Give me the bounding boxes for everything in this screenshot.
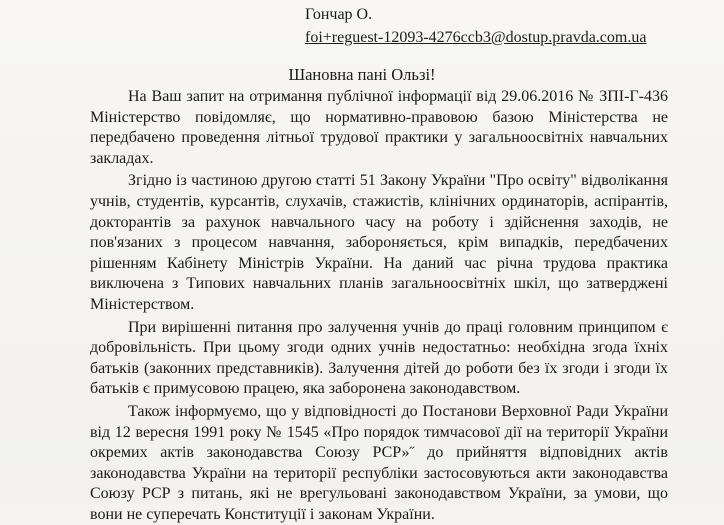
- paragraph-law-article: Згідно із частиною другою статті 51 Закону України "Про освіту" відволікання учнів, студентів, курсантів, слухачів, стажистів, клінічних ординаторів, аспірантів, докторантів за рахунок навчального часу на роботу і здійснення заходів, не пов'язаних з процесом навчання, забороняється, крім випадків, передбачених рішенням Кабінету Міністрів України. На даний час річна трудова практика виключена з Типових навчальних планів загальноосвітніх шкіл, що затверджені Міністерством.: [90, 172, 668, 313]
- salutation: Шановна пані Ользі!: [288, 65, 436, 84]
- recipient-email: foi+reguest-12093-4276ccb3@dostup.pravda.com.ua: [305, 29, 647, 46]
- resolution-text-continued: до прийняття відповідних актів законодавства України на території республіки застосовуються акти законодавства Союзу РСР з питань, які не врегульовані законодавством України, за умови, що вони не суперечать Конституції і законам України.: [90, 444, 668, 523]
- paragraph-request-reply: На Ваш запит на отримання публічної інформації від 29.06.2016 № ЗПІ-Г-436 Міністерство повідомляє, що нормативно-правовою базою Міністерства не передбачено проведення літньої трудової практики у загальноосвітніх навчальних закладах.: [90, 88, 668, 167]
- paragraph-resolution: [90, 402, 668, 525]
- paragraph-voluntary-principle: При вирішенні питання про залучення учнів до праці головним принципом є добровільність. При цьому згоди одних учнів недостатньо: необхідна згода їхніх батьків (законних представників). Залучення дітей до роботи без їх згоди і згоди їх батьків є примусовою працею, яка заборонена законодавством.: [90, 318, 668, 398]
- resolution-text: Також інформуємо, що у відповідності до Постанови Верховної Ради України від 12 вересня 1991 року № 1545 «Про порядок тимчасової дії на території України окремих актів законодавства Союзу РСР»: [90, 402, 668, 462]
- letter-body: [90, 87, 668, 525]
- addressee-block: [305, 3, 646, 49]
- handwritten-accent-mark: ˝: [409, 445, 415, 462]
- recipient-name: Гончар О.: [305, 6, 373, 23]
